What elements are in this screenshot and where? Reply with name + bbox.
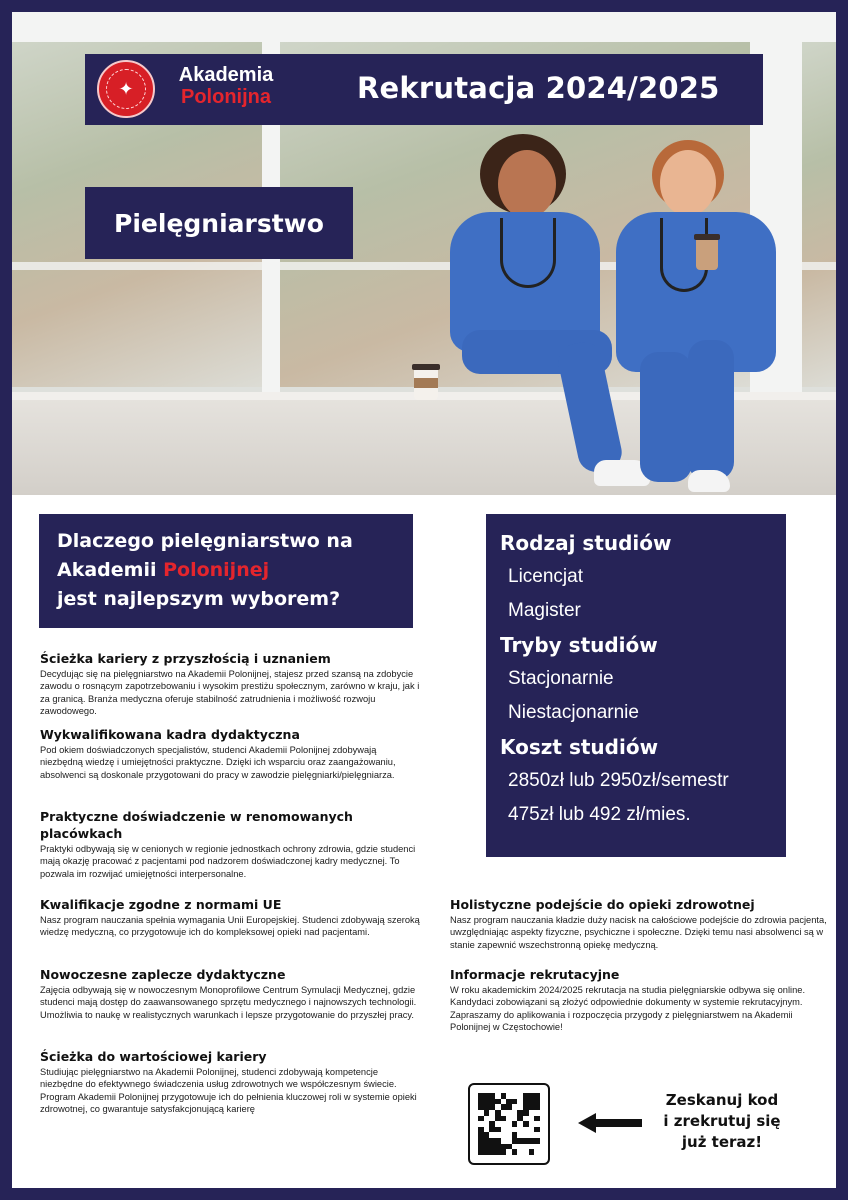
cta-line-3: już teraz! (681, 1133, 763, 1151)
study-mode-heading: Tryby studiów (500, 633, 658, 657)
study-type-option: Magister (508, 600, 581, 621)
section-text: Studiując pielęgniarstwo na Akademii Polonijnej, studenci zdobywają kompetencje niezbędne do efektywnego świadczenia usług zdrowotnych we współczesnym świecie. Program Akademii Polonijnej przygotowuje ich do pełnienia kluczowej roli w systemie opieki zdrowotnej, co gwarantuje satysfakcjonującą karierę (40, 1067, 417, 1114)
section-career-path (40, 650, 420, 717)
scan-call-to-action (652, 1090, 792, 1153)
window-frame (12, 12, 836, 42)
why-heading-box (39, 514, 413, 628)
coffee-cup-lid (694, 234, 720, 240)
hero-photo (12, 12, 836, 495)
header-bar (85, 54, 763, 125)
window-pane (802, 42, 836, 387)
section-text: Zajęcia odbywają się w nowoczesnym Monoprofilowe Centrum Symulacji Medycznej, gdzie studenci mają dostęp do zaawansowanego sprzętu medycznego i najnowszych technologii. Umożliwia to naukę w realistycznych warunkach i lepsze przygotowanie do przyszłej pracy. (40, 985, 417, 1020)
stethoscope-icon (500, 218, 556, 288)
section-title: Nowoczesne zaplecze dydaktyczne (40, 967, 286, 982)
section-valuable-career (40, 1048, 420, 1115)
nurse-face (660, 150, 716, 216)
qr-code-icon[interactable] (468, 1083, 550, 1165)
nurse-leg (640, 352, 692, 482)
section-text: Nasz program nauczania spełnia wymagania Unii Europejskiej. Studenci zdobywają szeroką wiedzę medyczną, co przygotowuje ich do kompleksowej opieki nad pacjentami. (40, 915, 420, 938)
university-seal-icon: ✦ (97, 60, 155, 118)
section-text: Nasz program nauczania kładzie duży nacisk na całościowe podejście do zdrowia pacjenta, uwzględniając aspekty fizyczne, psychiczne i społeczne. Dzięki temu nasi absolwenci są w stanie zapewnić wszechstronną opiekę medyczną. (450, 915, 827, 950)
section-recruitment-info (450, 966, 830, 1033)
qr-code-pattern (478, 1093, 540, 1155)
study-type-option: Licencjat (508, 566, 583, 587)
study-mode-option: Stacjonarnie (508, 668, 614, 689)
section-text: W roku akademickim 2024/2025 rekrutacja na studia pielęgniarskie odbywa się online. Kandydaci zobowiązani są złożyć odpowiednie dokumenty w systemie rekrutacyjnym. (450, 985, 806, 1008)
section-practical-experience (40, 808, 416, 880)
recruitment-title: Rekrutacja 2024/2025 (357, 71, 720, 105)
arrow-left-icon (578, 1113, 642, 1133)
section-title: Ścieżka kariery z przyszłością i uznaniem (40, 651, 331, 666)
section-title: Wykwalifikowana kadra dydaktyczna (40, 727, 300, 742)
section-text-invitation: Zapraszamy do aplikowania i rozpoczęcia przygody z pielęgniarstwem na Akademii Polonijnej w Częstochowie! (450, 1009, 793, 1032)
section-title: Kwalifikacje zgodne z normami UE (40, 897, 282, 912)
study-cost-value: 475zł lub 492 zł/mies. (508, 804, 691, 825)
logo-wordmark (167, 64, 285, 108)
qr-module (534, 1149, 540, 1155)
study-cost-value: 2850zł lub 2950zł/semestr (508, 770, 729, 791)
field-of-study-label: Pielęgniarstwo (85, 187, 353, 259)
nurse-shoe (688, 470, 730, 492)
study-info-box (486, 514, 786, 857)
why-line-1: Dlaczego pielęgniarstwo na (57, 530, 353, 552)
study-cost-heading: Koszt studiów (500, 735, 659, 759)
section-text: Praktyki odbywają się w cenionych w regionie jednostkach ochrony zdrowia, gdzie studenci mają okazję pracować z pacjentami pod nadzorem doświadczonej kadry medycznej. To pozwala im rozwijać umiejętności interpersonalne. (40, 844, 416, 879)
section-title: Holistyczne podejście do opieki zdrowotnej (450, 897, 755, 912)
why-line-3: jest najlepszym wyborem? (57, 588, 341, 610)
section-holistic-approach (450, 896, 830, 951)
section-title: Informacje rekrutacyjne (450, 967, 620, 982)
section-modern-facilities (40, 966, 420, 1021)
coffee-cup-sleeve (414, 378, 438, 388)
section-text: Decydując się na pielęgniarstwo na Akademii Polonijnej, stajesz przed szansą na zdobycie zawodu o rosnącym zapotrzebowaniu i wysokim prestiżu społecznym, zarówno w kraju, jak i za granicą. Branża medyczna oferuje stabilność zatrudnienia i możliwość rozwoju zawodowego. (40, 669, 420, 716)
section-title: Ścieżka do wartościowej kariery (40, 1049, 267, 1064)
logo-line-2: Polonijna (181, 86, 271, 108)
cta-line-2: i zrekrutuj się (663, 1112, 781, 1130)
nurse-face (498, 150, 556, 218)
study-mode-option: Niestacjonarnie (508, 702, 639, 723)
nurse-leg (688, 340, 734, 480)
coffee-cup-icon (696, 238, 718, 270)
why-line-2 (57, 556, 395, 585)
cta-line-1: Zeskanuj kod (665, 1091, 779, 1109)
coffee-cup-lid (412, 364, 440, 370)
study-type-heading: Rodzaj studiów (500, 531, 672, 555)
why-line-2-accent: Polonijnej (163, 559, 270, 581)
section-eu-qualifications (40, 896, 420, 939)
logo-line-1: Akademia (178, 64, 274, 86)
section-text: Pod okiem doświadczonych specjalistów, studenci Akademii Polonijnej zdobywają niezbędną wiedzę i umiejętności praktyczne. Dzięki ich wsparciu oraz zaangażowaniu, absolwenci są doskonale przygotowani do pracy w zawodzie pielęgniarki/pielęgniarza. (40, 745, 396, 780)
section-teaching-staff (40, 726, 420, 781)
why-line-2-prefix: Akademii (57, 559, 164, 581)
section-title: Praktyczne doświadczenie w renomowanych placówkach (40, 809, 353, 841)
poster (12, 12, 836, 1188)
